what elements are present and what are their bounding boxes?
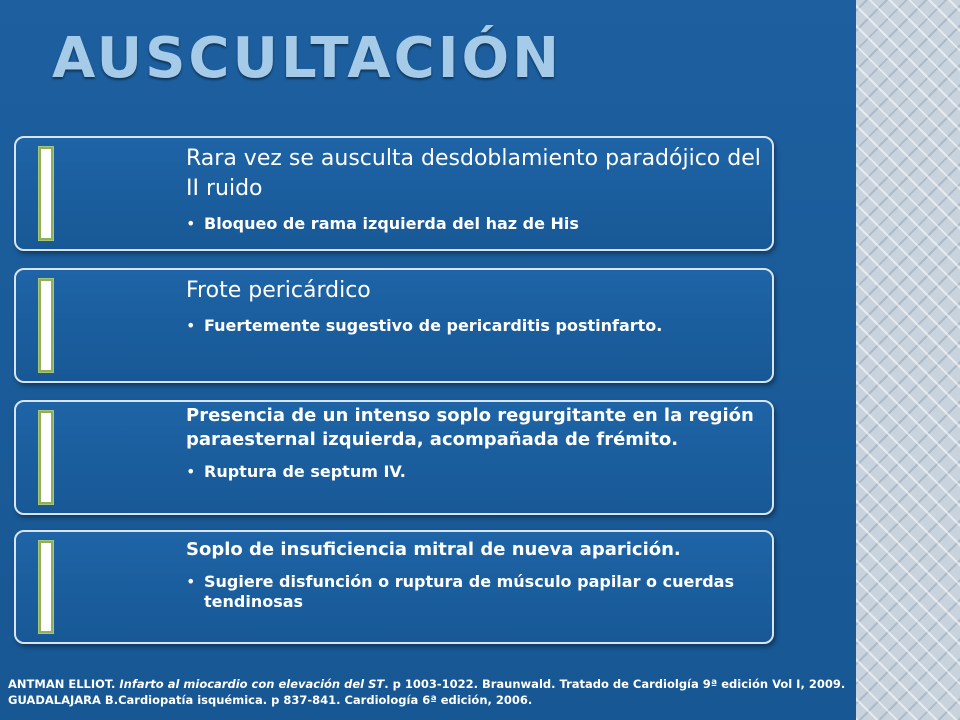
- bullet-icon: •: [186, 462, 196, 481]
- item-content: [186, 404, 762, 481]
- reference-title: Infarto al miocardio con elevación del ST: [119, 677, 385, 691]
- list-item: [14, 530, 774, 644]
- list-item: [14, 136, 774, 251]
- list-item: [14, 268, 774, 383]
- item-heading: Rara vez se ausculta desdoblamiento paradójico del II ruido: [186, 146, 761, 201]
- item-heading: Soplo de insuficiencia mitral de nueva aparición.: [186, 539, 681, 560]
- item-heading: Frote pericárdico: [186, 278, 371, 303]
- bullet-icon: •: [186, 214, 196, 233]
- item-accent-bar: [38, 410, 54, 505]
- item-heading: Presencia de un intenso soplo regurgitante en la región paraesternal izquierda, acompañada de frémito.: [186, 405, 754, 450]
- references: [8, 676, 848, 708]
- item-bullet-text: Sugiere disfunción o ruptura de músculo papilar o cuerdas tendinosas: [204, 572, 734, 611]
- item-bullet: [186, 316, 762, 335]
- item-bullet-text: Bloqueo de rama izquierda del haz de His: [204, 214, 579, 233]
- reference-line-1: [8, 676, 848, 692]
- item-accent-bar: [38, 278, 54, 373]
- reference-details: . p 1003-1022. Braunwald. Tratado de Cardiolgía 9ª edición Vol I, 2009.: [384, 677, 846, 691]
- item-bullet: [186, 462, 762, 481]
- reference-line-2: GUADALAJARA B.Cardiopatía isquémica. p 837-841. Cardiología 6ª edición, 2006.: [8, 693, 533, 707]
- item-content: [186, 144, 762, 233]
- item-content: [186, 276, 762, 335]
- bullet-icon: •: [186, 572, 196, 591]
- item-accent-bar: [38, 146, 54, 241]
- bullet-icon: •: [186, 316, 196, 335]
- item-bullet-text: Fuertemente sugestivo de pericarditis postinfarto.: [204, 316, 663, 335]
- item-content: [186, 538, 762, 612]
- item-bullet-text: Ruptura de septum IV.: [204, 462, 406, 481]
- decorative-side-panel: [856, 0, 960, 720]
- list-item: [14, 400, 774, 515]
- slide-title: AUSCULTACIÓN: [52, 26, 563, 91]
- reference-author: ANTMAN ELLIOT.: [8, 677, 116, 691]
- item-bullet: [186, 214, 762, 233]
- item-bullet: [186, 572, 762, 612]
- item-accent-bar: [38, 540, 54, 634]
